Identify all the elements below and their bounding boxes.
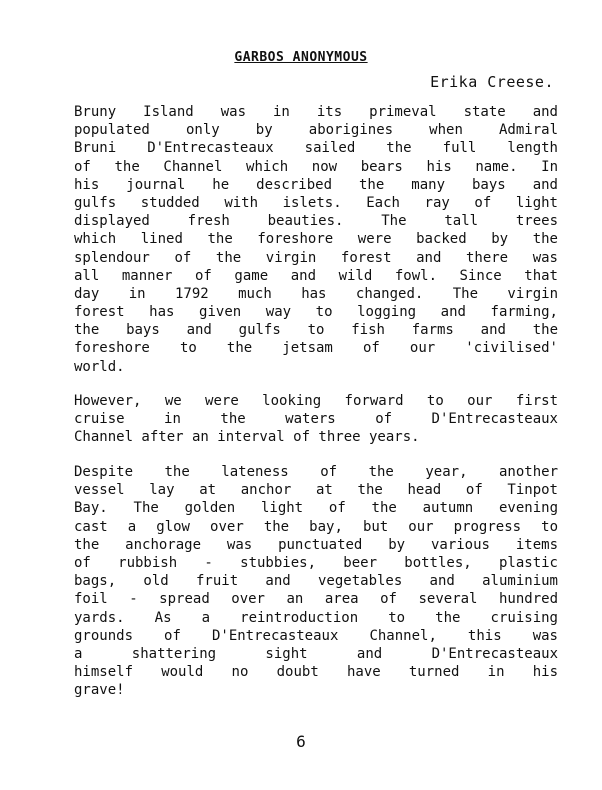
text-line: bags, old fruit and vegetables and aluminium [74, 573, 558, 590]
text-line: Bay. The golden light of the autumn evening [74, 500, 558, 517]
text-line: vessel lay at anchor at the head of Tinpot [74, 482, 558, 499]
paragraph-1 [74, 103, 558, 376]
text-line: which lined the foreshore were backed by the [74, 231, 558, 248]
text-line: Channel after an interval of three years. [74, 429, 420, 446]
text-line: gulfs studded with islets. Each ray of light [74, 194, 558, 211]
text-line: day in 1792 much has changed. The virgin [74, 285, 558, 302]
paragraph-2 [74, 392, 558, 447]
text-line: Bruni D'Entrecasteaux sailed the full length [74, 140, 558, 157]
text-line: all manner of game and wild fowl. Since that [74, 267, 558, 284]
text-line: Bruny Island was in its primeval state and [74, 104, 558, 120]
text-line: himself would no doubt have turned in his [74, 664, 558, 681]
text-line: of the Channel which now bears his name. In [74, 158, 558, 175]
text-line: his journal he described the many bays and [74, 176, 558, 193]
text-line: foil - spread over an area of several hundred [74, 591, 558, 608]
text-line: foreshore to the jetsam of our 'civilised' [74, 340, 558, 357]
text-line: forest has given way to logging and farming, [74, 304, 558, 321]
paragraph-3 [74, 463, 558, 699]
text-line: Despite the lateness of the year, another [74, 464, 558, 480]
text-line: yards. As a reintroduction to the cruising [74, 609, 558, 626]
text-line: grave! [74, 682, 125, 699]
text-line: cast a glow over the bay, but our progress to [74, 518, 558, 535]
text-line: displayed fresh beauties. The tall trees [74, 213, 558, 230]
article-title: GARBOS ANONYMOUS [234, 50, 368, 65]
text-line: a shattering sight and D'Entrecasteaux [74, 645, 558, 662]
text-line: the bays and gulfs to fish farms and the [74, 322, 558, 339]
text-line: cruise in the waters of D'Entrecasteaux [74, 411, 558, 428]
author-name: Erika Creese. [430, 73, 554, 91]
text-line: world. [74, 358, 125, 375]
text-line: of rubbish - stubbies, beer bottles, plastic [74, 554, 558, 571]
text-line: splendour of the virgin forest and there was [74, 249, 558, 266]
page-number: 6 [296, 732, 306, 751]
text-line: grounds of D'Entrecasteaux Channel, this was [74, 627, 558, 644]
text-line: populated only by aborigines when Admiral [74, 122, 558, 139]
text-line: However, we were looking forward to our first [74, 393, 558, 409]
text-line: the anchorage was punctuated by various items [74, 536, 558, 553]
